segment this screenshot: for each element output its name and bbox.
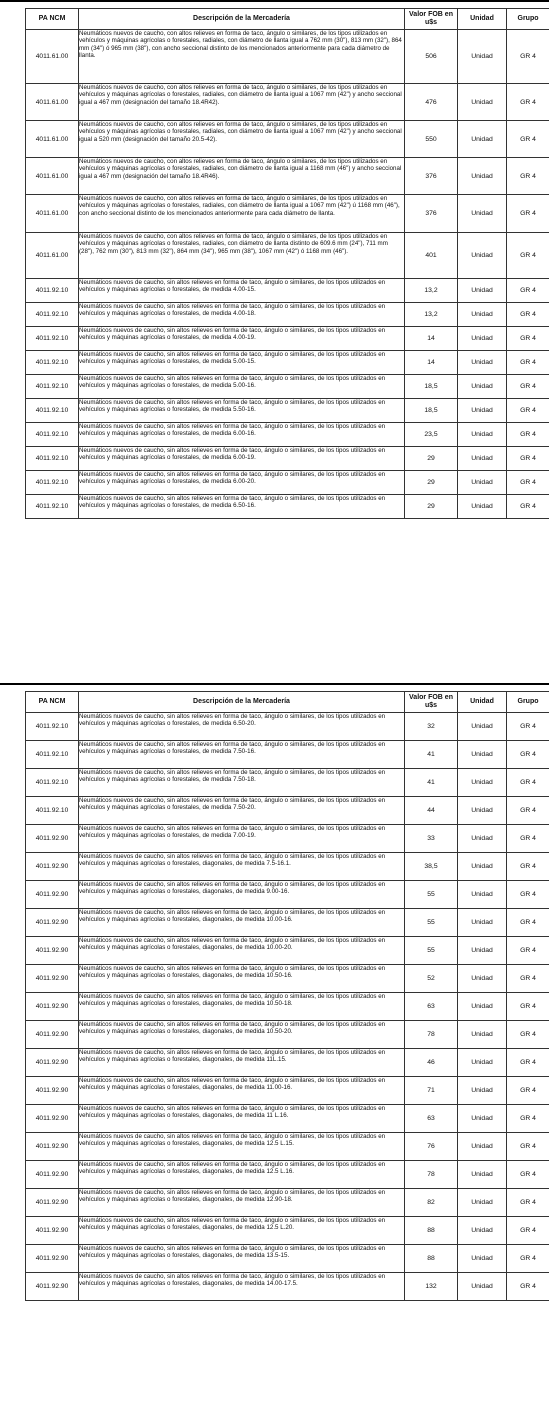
cell-descripcion: Neumáticos nuevos de caucho, sin altos relieves en forma de taco, ángulo o similares, de los tipos utilizados en vehículos y máquinas agrícolas o forestales, de medida 7.50-18. xyxy=(79,769,405,797)
cell-pa-ncm: 4011.92.90 xyxy=(26,881,79,909)
cell-descripcion: Neumáticos nuevos de caucho, con altos relieves en forma de taco, ángulo o similares, de los tipos utilizados en vehículos y máquinas agrícolas o forestales, radiales, con diámetro de llanta distinto de 609.6 mm (24"), 711 mm (28"), 762 mm (30"), 813 mm (32"), 864 mm (34"), 965 mm (38"), 1067 mm (42") ó 1168 mm (46"). xyxy=(79,233,405,279)
cell-grupo: GR 4 xyxy=(507,375,549,399)
cell-grupo: GR 4 xyxy=(507,713,549,741)
table-row xyxy=(26,1189,549,1217)
cell-grupo: GR 4 xyxy=(507,769,549,797)
table-row xyxy=(26,1105,549,1133)
cell-unidad: Unidad xyxy=(458,303,507,327)
cell-pa-ncm: 4011.92.10 xyxy=(26,279,79,303)
cell-descripcion: Neumáticos nuevos de caucho, sin altos relieves en forma de taco, ángulo o similares, de los tipos utilizados en vehículos y máquinas agrícolas o forestales, de medida 6.50-16. xyxy=(79,495,405,519)
cell-valor-fob: 13,2 xyxy=(405,279,458,303)
cell-valor-fob: 82 xyxy=(405,1189,458,1217)
cell-unidad: Unidad xyxy=(458,375,507,399)
cell-valor-fob: 506 xyxy=(405,30,458,84)
cell-descripcion: Neumáticos nuevos de caucho, sin altos relieves en forma de taco, ángulo o similares, de los tipos utilizados en vehículos y máquinas agrícolas o forestales, diagonales, de medida 10.50-20. xyxy=(79,1021,405,1049)
cell-unidad: Unidad xyxy=(458,881,507,909)
cell-descripcion: Neumáticos nuevos de caucho, sin altos relieves en forma de taco, ángulo o similares, de los tipos utilizados en vehículos y máquinas agrícolas o forestales, diagonales, de medida 13.5-15. xyxy=(79,1245,405,1273)
table-row xyxy=(26,937,549,965)
cell-grupo: GR 4 xyxy=(507,195,549,233)
cell-descripcion: Neumáticos nuevos de caucho, sin altos relieves en forma de taco, ángulo o similares, de los tipos utilizados en vehículos y máquinas agrícolas o forestales, de medida 7.00-19. xyxy=(79,825,405,853)
cell-unidad: Unidad xyxy=(458,1161,507,1189)
cell-pa-ncm: 4011.61.00 xyxy=(26,84,79,121)
cell-descripcion: Neumáticos nuevos de caucho, sin altos relieves en forma de taco, ángulo o similares, de los tipos utilizados en vehículos y máquinas agrícolas o forestales, diagonales, de medida 11 L.16. xyxy=(79,1105,405,1133)
cell-descripcion: Neumáticos nuevos de caucho, sin altos relieves en forma de taco, ángulo o similares, de los tipos utilizados en vehículos y máquinas agrícolas o forestales, diagonales, de medida 10.50-18. xyxy=(79,993,405,1021)
cell-unidad: Unidad xyxy=(458,1021,507,1049)
cell-pa-ncm: 4011.92.90 xyxy=(26,1021,79,1049)
cell-unidad: Unidad xyxy=(458,769,507,797)
cell-valor-fob: 29 xyxy=(405,471,458,495)
cell-pa-ncm: 4011.92.90 xyxy=(26,1245,79,1273)
cell-pa-ncm: 4011.92.10 xyxy=(26,423,79,447)
cell-grupo: GR 4 xyxy=(507,741,549,769)
cell-unidad: Unidad xyxy=(458,195,507,233)
cell-unidad: Unidad xyxy=(458,965,507,993)
cell-descripcion: Neumáticos nuevos de caucho, sin altos relieves en forma de taco, ángulo o similares, de los tipos utilizados en vehículos y máquinas agrícolas o forestales, de medida 4.00-19. xyxy=(79,327,405,351)
cell-unidad: Unidad xyxy=(458,797,507,825)
cell-descripcion: Neumáticos nuevos de caucho, sin altos relieves en forma de taco, ángulo o similares, de los tipos utilizados en vehículos y máquinas agrícolas o forestales, diagonales, de medida 12.5 L.16. xyxy=(79,1161,405,1189)
cell-descripcion: Neumáticos nuevos de caucho, sin altos relieves en forma de taco, ángulo o similares, de los tipos utilizados en vehículos y máquinas agrícolas o forestales, de medida 4.00-18. xyxy=(79,303,405,327)
cell-descripcion: Neumáticos nuevos de caucho, sin altos relieves en forma de taco, ángulo o similares, de los tipos utilizados en vehículos y máquinas agrícolas o forestales, de medida 5.50-16. xyxy=(79,399,405,423)
cell-pa-ncm: 4011.92.10 xyxy=(26,495,79,519)
cell-valor-fob: 29 xyxy=(405,447,458,471)
header-pa-ncm: PA NCM xyxy=(26,692,79,713)
cell-descripcion: Neumáticos nuevos de caucho, con altos relieves en forma de taco, ángulo o similares, de los tipos utilizados en vehículos y máquinas agrícolas o forestales, radiales, con diámetro de llanta igual a 762 mm (30"), 813 mm (32"), 864 mm (34") ó 965 mm (38"), con ancho seccional distinto de los mencionados anteriormente para cada diámetro de llanta. xyxy=(79,30,405,84)
cell-grupo: GR 4 xyxy=(507,937,549,965)
cell-pa-ncm: 4011.92.90 xyxy=(26,1133,79,1161)
cell-descripcion: Neumáticos nuevos de caucho, sin altos relieves en forma de taco, ángulo o similares, de los tipos utilizados en vehículos y máquinas agrícolas o forestales, diagonales, de medida 7.5-16.1. xyxy=(79,853,405,881)
cell-pa-ncm: 4011.92.90 xyxy=(26,1273,79,1301)
cell-grupo: GR 4 xyxy=(507,471,549,495)
table-row xyxy=(26,399,549,423)
table-row xyxy=(26,303,549,327)
table-row xyxy=(26,741,549,769)
cell-descripcion: Neumáticos nuevos de caucho, sin altos relieves en forma de taco, ángulo o similares, de los tipos utilizados en vehículos y máquinas agrícolas o forestales, diagonales, de medida 11.00-16. xyxy=(79,1077,405,1105)
page-top-rule xyxy=(0,683,549,685)
table-row xyxy=(26,495,549,519)
header-descripcion: Descripción de la Mercadería xyxy=(79,692,405,713)
cell-descripcion: Neumáticos nuevos de caucho, sin altos relieves en forma de taco, ángulo o similares, de los tipos utilizados en vehículos y máquinas agrícolas o forestales, diagonales, de medida 10.00-16. xyxy=(79,909,405,937)
cell-grupo: GR 4 xyxy=(507,1133,549,1161)
cell-valor-fob: 18,5 xyxy=(405,375,458,399)
cell-descripcion: Neumáticos nuevos de caucho, con altos relieves en forma de taco, ángulo o similares, de los tipos utilizados en vehículos y máquinas agrícolas o forestales, radiales, con diámetro de llanta igual a 1067 mm (42") ú 1168 mm (46"), con ancho seccional distinto de los mencionados anteriormente para cada diámetro de llanta. xyxy=(79,195,405,233)
header-unidad: Unidad xyxy=(458,9,507,30)
cell-descripcion: Neumáticos nuevos de caucho, sin altos relieves en forma de taco, ángulo o similares, de los tipos utilizados en vehículos y máquinas agrícolas o forestales, de medida 7.50-16. xyxy=(79,741,405,769)
cell-pa-ncm: 4011.92.90 xyxy=(26,993,79,1021)
cell-grupo: GR 4 xyxy=(507,1189,549,1217)
cell-unidad: Unidad xyxy=(458,1105,507,1133)
cell-valor-fob: 88 xyxy=(405,1245,458,1273)
cell-descripcion: Neumáticos nuevos de caucho, sin altos relieves en forma de taco, ángulo o similares, de los tipos utilizados en vehículos y máquinas agrícolas o forestales, diagonales, de medida 12.5 L.20. xyxy=(79,1217,405,1245)
cell-grupo: GR 4 xyxy=(507,233,549,279)
cell-valor-fob: 13,2 xyxy=(405,303,458,327)
cell-descripcion: Neumáticos nuevos de caucho, sin altos relieves en forma de taco, ángulo o similares, de los tipos utilizados en vehículos y máquinas agrícolas o forestales, de medida 5.00-16. xyxy=(79,375,405,399)
cell-pa-ncm: 4011.92.90 xyxy=(26,853,79,881)
cell-unidad: Unidad xyxy=(458,327,507,351)
cell-grupo: GR 4 xyxy=(507,1105,549,1133)
cell-grupo: GR 4 xyxy=(507,881,549,909)
table-row xyxy=(26,1133,549,1161)
cell-pa-ncm: 4011.92.90 xyxy=(26,965,79,993)
cell-unidad: Unidad xyxy=(458,471,507,495)
table-row xyxy=(26,327,549,351)
cell-pa-ncm: 4011.92.10 xyxy=(26,713,79,741)
cell-grupo: GR 4 xyxy=(507,303,549,327)
cell-valor-fob: 132 xyxy=(405,1273,458,1301)
cell-grupo: GR 4 xyxy=(507,1245,549,1273)
cell-pa-ncm: 4011.92.10 xyxy=(26,741,79,769)
cell-grupo: GR 4 xyxy=(507,965,549,993)
cell-descripcion: Neumáticos nuevos de caucho, sin altos relieves en forma de taco, ángulo o similares, de los tipos utilizados en vehículos y máquinas agrícolas o forestales, de medida 5.00-15. xyxy=(79,351,405,375)
page-top-rule xyxy=(0,0,549,2)
cell-grupo: GR 4 xyxy=(507,399,549,423)
table-row xyxy=(26,1273,549,1301)
cell-descripcion: Neumáticos nuevos de caucho, sin altos relieves en forma de taco, ángulo o similares, de los tipos utilizados en vehículos y máquinas agrícolas o forestales, diagonales, de medida 9.00-16. xyxy=(79,881,405,909)
cell-valor-fob: 63 xyxy=(405,1105,458,1133)
cell-pa-ncm: 4011.92.10 xyxy=(26,351,79,375)
table-row xyxy=(26,1245,549,1273)
cell-pa-ncm: 4011.61.00 xyxy=(26,158,79,195)
cell-grupo: GR 4 xyxy=(507,797,549,825)
table-row xyxy=(26,279,549,303)
cell-pa-ncm: 4011.92.90 xyxy=(26,1161,79,1189)
header-grupo: Grupo xyxy=(507,9,549,30)
cell-grupo: GR 4 xyxy=(507,1077,549,1105)
cell-unidad: Unidad xyxy=(458,1077,507,1105)
cell-grupo: GR 4 xyxy=(507,121,549,158)
cell-descripcion: Neumáticos nuevos de caucho, sin altos relieves en forma de taco, ángulo o similares, de los tipos utilizados en vehículos y máquinas agrícolas o forestales, diagonales, de medida 10.00-20. xyxy=(79,937,405,965)
cell-grupo: GR 4 xyxy=(507,495,549,519)
cell-valor-fob: 88 xyxy=(405,1217,458,1245)
cell-pa-ncm: 4011.92.90 xyxy=(26,1189,79,1217)
cell-grupo: GR 4 xyxy=(507,1021,549,1049)
cell-valor-fob: 76 xyxy=(405,1133,458,1161)
cell-unidad: Unidad xyxy=(458,1273,507,1301)
table-row xyxy=(26,993,549,1021)
cell-valor-fob: 401 xyxy=(405,233,458,279)
cell-pa-ncm: 4011.92.10 xyxy=(26,471,79,495)
cell-pa-ncm: 4011.92.10 xyxy=(26,797,79,825)
cell-pa-ncm: 4011.92.10 xyxy=(26,399,79,423)
cell-valor-fob: 14 xyxy=(405,351,458,375)
header-grupo: Grupo xyxy=(507,692,549,713)
table-header-row xyxy=(26,692,549,713)
table-row xyxy=(26,1021,549,1049)
cell-descripcion: Neumáticos nuevos de caucho, con altos relieves en forma de taco, ángulo o similares, de los tipos utilizados en vehículos y máquinas agrícolas o forestales, radiales, con diámetro de llanta igual a 1067 mm (42") y ancho seccional igual a 467 mm (designación del tamaño 18.4R42). xyxy=(79,84,405,121)
cell-unidad: Unidad xyxy=(458,399,507,423)
table-row xyxy=(26,1217,549,1245)
header-unidad: Unidad xyxy=(458,692,507,713)
cell-valor-fob: 18,5 xyxy=(405,399,458,423)
table-row xyxy=(26,233,549,279)
cell-grupo: GR 4 xyxy=(507,1049,549,1077)
table-row xyxy=(26,797,549,825)
table-row xyxy=(26,713,549,741)
table-row xyxy=(26,158,549,195)
cell-grupo: GR 4 xyxy=(507,825,549,853)
cell-grupo: GR 4 xyxy=(507,279,549,303)
table-row xyxy=(26,1049,549,1077)
cell-unidad: Unidad xyxy=(458,30,507,84)
cell-grupo: GR 4 xyxy=(507,853,549,881)
cell-descripcion: Neumáticos nuevos de caucho, con altos relieves en forma de taco, ángulo o similares, de los tipos utilizados en vehículos y máquinas agrícolas o forestales, radiales, con diámetro de llanta igual a 1168 mm (46") y ancho seccional igual a 467 mm (designación del tamaño 18.4R46). xyxy=(79,158,405,195)
cell-unidad: Unidad xyxy=(458,233,507,279)
cell-pa-ncm: 4011.92.90 xyxy=(26,1049,79,1077)
table-row xyxy=(26,965,549,993)
cell-unidad: Unidad xyxy=(458,1049,507,1077)
cell-descripcion: Neumáticos nuevos de caucho, sin altos relieves en forma de taco, ángulo o similares, de los tipos utilizados en vehículos y máquinas agrícolas o forestales, de medida 6.50-20. xyxy=(79,713,405,741)
cell-descripcion: Neumáticos nuevos de caucho, sin altos relieves en forma de taco, ángulo o similares, de los tipos utilizados en vehículos y máquinas agrícolas o forestales, de medida 6.00-20. xyxy=(79,471,405,495)
cell-unidad: Unidad xyxy=(458,279,507,303)
cell-descripcion: Neumáticos nuevos de caucho, sin altos relieves en forma de taco, ángulo o similares, de los tipos utilizados en vehículos y máquinas agrícolas o forestales, de medida 7.50-20. xyxy=(79,797,405,825)
cell-pa-ncm: 4011.92.90 xyxy=(26,909,79,937)
cell-valor-fob: 55 xyxy=(405,937,458,965)
cell-unidad: Unidad xyxy=(458,84,507,121)
cell-valor-fob: 29 xyxy=(405,495,458,519)
cell-pa-ncm: 4011.61.00 xyxy=(26,30,79,84)
cell-unidad: Unidad xyxy=(458,1189,507,1217)
cell-descripcion: Neumáticos nuevos de caucho, sin altos relieves en forma de taco, ángulo o similares, de los tipos utilizados en vehículos y máquinas agrícolas o forestales, de medida 6.00-19. xyxy=(79,447,405,471)
cell-unidad: Unidad xyxy=(458,447,507,471)
cell-valor-fob: 32 xyxy=(405,713,458,741)
table-row xyxy=(26,769,549,797)
cell-unidad: Unidad xyxy=(458,741,507,769)
cell-grupo: GR 4 xyxy=(507,1273,549,1301)
ncm-table-body-2 xyxy=(26,713,549,1301)
cell-pa-ncm: 4011.92.90 xyxy=(26,1105,79,1133)
cell-pa-ncm: 4011.92.10 xyxy=(26,327,79,351)
cell-unidad: Unidad xyxy=(458,1133,507,1161)
cell-unidad: Unidad xyxy=(458,993,507,1021)
cell-valor-fob: 23,5 xyxy=(405,423,458,447)
cell-valor-fob: 38,5 xyxy=(405,853,458,881)
cell-grupo: GR 4 xyxy=(507,1217,549,1245)
cell-descripcion: Neumáticos nuevos de caucho, sin altos relieves en forma de taco, ángulo o similares, de los tipos utilizados en vehículos y máquinas agrícolas o forestales, de medida 6.00-16. xyxy=(79,423,405,447)
table-row xyxy=(26,853,549,881)
cell-grupo: GR 4 xyxy=(507,423,549,447)
cell-valor-fob: 71 xyxy=(405,1077,458,1105)
cell-valor-fob: 33 xyxy=(405,825,458,853)
cell-valor-fob: 376 xyxy=(405,195,458,233)
cell-unidad: Unidad xyxy=(458,158,507,195)
cell-pa-ncm: 4011.92.10 xyxy=(26,769,79,797)
cell-valor-fob: 55 xyxy=(405,909,458,937)
cell-valor-fob: 41 xyxy=(405,741,458,769)
cell-descripcion: Neumáticos nuevos de caucho, sin altos relieves en forma de taco, ángulo o similares, de los tipos utilizados en vehículos y máquinas agrícolas o forestales, de medida 4.00-15. xyxy=(79,279,405,303)
cell-pa-ncm: 4011.61.00 xyxy=(26,233,79,279)
cell-valor-fob: 55 xyxy=(405,881,458,909)
cell-grupo: GR 4 xyxy=(507,909,549,937)
table-row xyxy=(26,375,549,399)
ncm-table-body-1 xyxy=(26,30,549,519)
cell-pa-ncm: 4011.92.90 xyxy=(26,937,79,965)
header-pa-ncm: PA NCM xyxy=(26,9,79,30)
cell-valor-fob: 550 xyxy=(405,121,458,158)
cell-grupo: GR 4 xyxy=(507,327,549,351)
header-valor-fob: Valor FOB en u$s xyxy=(405,692,458,713)
cell-pa-ncm: 4011.92.10 xyxy=(26,303,79,327)
table-row xyxy=(26,909,549,937)
table-row xyxy=(26,351,549,375)
table-row xyxy=(26,1077,549,1105)
cell-valor-fob: 46 xyxy=(405,1049,458,1077)
table-row xyxy=(26,471,549,495)
cell-valor-fob: 44 xyxy=(405,797,458,825)
cell-valor-fob: 78 xyxy=(405,1161,458,1189)
table-row xyxy=(26,447,549,471)
cell-unidad: Unidad xyxy=(458,423,507,447)
table-row xyxy=(26,30,549,84)
cell-grupo: GR 4 xyxy=(507,351,549,375)
cell-pa-ncm: 4011.92.10 xyxy=(26,447,79,471)
cell-valor-fob: 52 xyxy=(405,965,458,993)
table-row xyxy=(26,881,549,909)
cell-descripcion: Neumáticos nuevos de caucho, sin altos relieves en forma de taco, ángulo o similares, de los tipos utilizados en vehículos y máquinas agrícolas o forestales, diagonales, de medida 11L.15. xyxy=(79,1049,405,1077)
table-row xyxy=(26,423,549,447)
cell-valor-fob: 63 xyxy=(405,993,458,1021)
cell-grupo: GR 4 xyxy=(507,1161,549,1189)
table-row xyxy=(26,825,549,853)
cell-pa-ncm: 4011.61.00 xyxy=(26,121,79,158)
cell-valor-fob: 41 xyxy=(405,769,458,797)
cell-pa-ncm: 4011.92.90 xyxy=(26,1077,79,1105)
cell-unidad: Unidad xyxy=(458,937,507,965)
cell-pa-ncm: 4011.92.90 xyxy=(26,1217,79,1245)
header-valor-fob: Valor FOB en u$s xyxy=(405,9,458,30)
cell-descripcion: Neumáticos nuevos de caucho, con altos relieves en forma de taco, ángulo o similares, de los tipos utilizados en vehículos y máquinas agrícolas o forestales, radiales, con diámetro de llanta igual a 1067 mm (42") y ancho seccional igual a 520 mm (designación del tamaño 20.5-42). xyxy=(79,121,405,158)
cell-descripcion: Neumáticos nuevos de caucho, sin altos relieves en forma de taco, ángulo o similares, de los tipos utilizados en vehículos y máquinas agrícolas o forestales, diagonales, de medida 14.00-17.5. xyxy=(79,1273,405,1301)
cell-valor-fob: 78 xyxy=(405,1021,458,1049)
header-descripcion: Descripción de la Mercadería xyxy=(79,9,405,30)
cell-valor-fob: 476 xyxy=(405,84,458,121)
cell-pa-ncm: 4011.92.10 xyxy=(26,375,79,399)
cell-grupo: GR 4 xyxy=(507,84,549,121)
cell-valor-fob: 14 xyxy=(405,327,458,351)
cell-grupo: GR 4 xyxy=(507,30,549,84)
cell-unidad: Unidad xyxy=(458,1217,507,1245)
cell-unidad: Unidad xyxy=(458,853,507,881)
table-row xyxy=(26,84,549,121)
cell-grupo: GR 4 xyxy=(507,993,549,1021)
cell-unidad: Unidad xyxy=(458,713,507,741)
cell-unidad: Unidad xyxy=(458,495,507,519)
ncm-table-page-1 xyxy=(25,8,549,519)
cell-descripcion: Neumáticos nuevos de caucho, sin altos relieves en forma de taco, ángulo o similares, de los tipos utilizados en vehículos y máquinas agrícolas o forestales, diagonales, de medida 12.90-18. xyxy=(79,1189,405,1217)
cell-unidad: Unidad xyxy=(458,909,507,937)
cell-unidad: Unidad xyxy=(458,1245,507,1273)
ncm-table-page-2 xyxy=(25,691,549,1301)
cell-pa-ncm: 4011.61.00 xyxy=(26,195,79,233)
cell-valor-fob: 376 xyxy=(405,158,458,195)
cell-descripcion: Neumáticos nuevos de caucho, sin altos relieves en forma de taco, ángulo o similares, de los tipos utilizados en vehículos y máquinas agrícolas o forestales, diagonales, de medida 10.50-16. xyxy=(79,965,405,993)
cell-pa-ncm: 4011.92.90 xyxy=(26,825,79,853)
table-row xyxy=(26,121,549,158)
cell-grupo: GR 4 xyxy=(507,158,549,195)
cell-descripcion: Neumáticos nuevos de caucho, sin altos relieves en forma de taco, ángulo o similares, de los tipos utilizados en vehículos y máquinas agrícolas o forestales, diagonales, de medida 12.5 L.15. xyxy=(79,1133,405,1161)
table-row xyxy=(26,1161,549,1189)
cell-grupo: GR 4 xyxy=(507,447,549,471)
cell-unidad: Unidad xyxy=(458,351,507,375)
cell-unidad: Unidad xyxy=(458,121,507,158)
table-row xyxy=(26,195,549,233)
cell-unidad: Unidad xyxy=(458,825,507,853)
table-header-row xyxy=(26,9,549,30)
